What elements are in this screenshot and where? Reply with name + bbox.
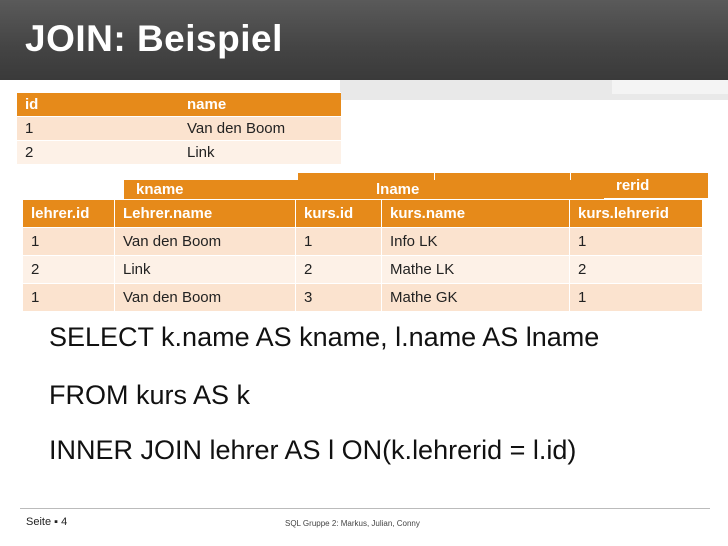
table-cell: Van den Boom [115,284,296,312]
sql-line-select: SELECT k.name AS kname, l.name AS lname [49,322,600,352]
table-cell: 1 [23,228,115,256]
header-cell: lehrer.id [23,200,115,228]
table-cell: 2 [296,256,382,284]
table-cell: 3 [296,284,382,312]
table-header-row [17,93,341,117]
table-cell: Mathe GK [382,284,570,312]
footer-divider [20,508,710,509]
title-bar [0,0,728,80]
table-cell: Link [115,256,296,284]
header-cell: Lehrer.name [115,200,296,228]
table-cell: 1 [23,284,115,312]
footer-author-text: SQL Gruppe 2: Markus, Julian, Conny [285,519,420,528]
sql-line-join: INNER JOIN lehrer AS l ON(k.lehrerid = l.id) [49,435,577,465]
table-cell: Info LK [382,228,570,256]
table-row [23,284,703,312]
join-result-table [22,199,703,312]
header-cell: kurs.name [382,200,570,228]
table-cell: 1 [296,228,382,256]
header-cell-id: id [17,93,179,117]
sql-line-from: FROM kurs AS k [49,380,251,410]
table-cell: 2 [570,256,703,284]
table-row [17,141,341,165]
table-header-row [23,200,703,228]
table-row [23,256,703,284]
table-cell: 1 [570,284,703,312]
table-cell: 2 [23,256,115,284]
table-cell: Link [179,141,341,165]
table-cell: Van den Boom [115,228,296,256]
alias-kname: kname [136,181,184,198]
alias-header-band [124,180,604,200]
table-row [23,228,703,256]
table-row [17,117,341,141]
lehrer-table [17,92,341,164]
strip-header-fragment: rerid [616,177,650,194]
table-cell: 1 [17,117,179,141]
header-cell: kurs.lehrerid [570,200,703,228]
title-underbar-highlight [612,80,728,94]
alias-lname: lname [376,181,420,198]
table-cell: Van den Boom [179,117,341,141]
footer-page-number: Seite ▪ 4 [26,516,68,528]
table-cell: Mathe LK [382,256,570,284]
slide-title: JOIN: Beispiel [25,18,283,59]
table-cell: 1 [570,228,703,256]
header-cell-name: name [179,93,341,117]
table-cell: 2 [17,141,179,165]
header-cell: kurs.id [296,200,382,228]
